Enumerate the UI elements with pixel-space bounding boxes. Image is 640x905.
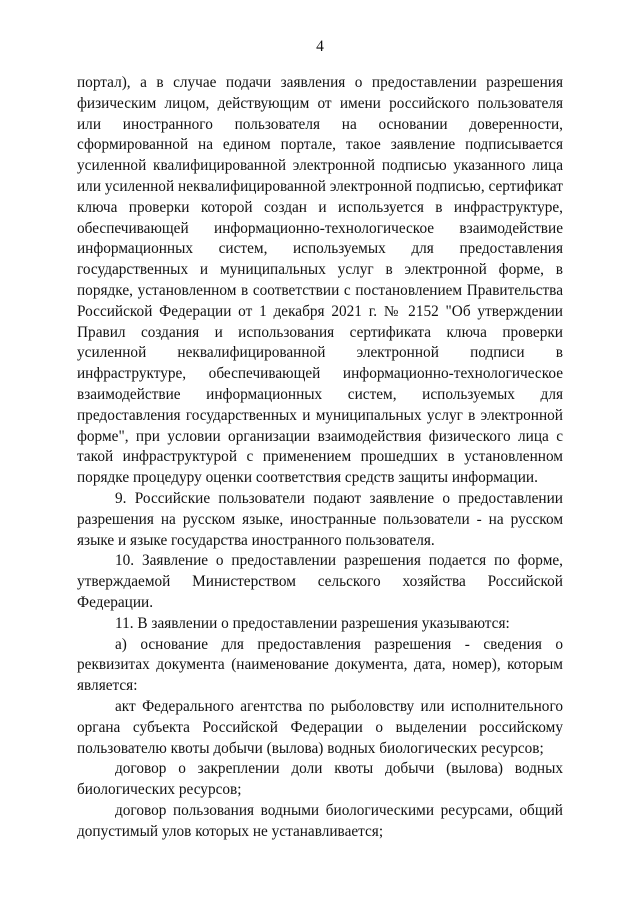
paragraph-continuation: портал), а в случае подачи заявления о предоставлении разрешения физическим лицом, действующим от имени российского пользователя или иностранного пользователя на основании доверенности, сформированной на едином портале, такое заявление подписывается усиленной квалифицированной электронной подписью указанного лица или усиленной неквалифицированной электронной подписью, сертификат ключа проверки которой создан и используется в инфраструктуре, обеспечивающей информационно-технологическое взаимодействие информационных систем, используемых для предоставления государственных и муниципальных услуг в электронной форме, в порядке, установленном в соответствии с постановлением Правительства Российской Федерации от 1 декабря 2021 г. № 2152 "Об утверждении Правил создания и использования сертификата ключа проверки усиленной неквалифицированной электронной подписи в инфраструктуре, обеспечивающей информационно-технологическое взаимодействие информационных систем, используемых для предоставления государственных и муниципальных услуг в электронной форме", при условии организации взаимодействия физического лица с такой инфраструктурой с применением прошедших в установленном порядке процедуру оценки соответствия средств защиты информации. — [77, 74, 563, 487]
paragraph-item-10: 10. Заявление о предоставлении разрешения подается по форме, утверждаемой Министерством сельского хозяйства Российской Федерации. — [77, 552, 563, 611]
paragraph-item-9: 9. Российские пользователи подают заявление о предоставлении разрешения на русском языке, иностранные пользователи - на русском языке и языке государства иностранного пользователя. — [77, 489, 563, 549]
paragraph-list-entry: акт Федерального агентства по рыболовству или исполнительного органа субъекта Российской Федерации о выделении российскому пользователю квоты добычи (вылова) водных биологических ресурсов; — [77, 697, 563, 757]
paragraph-list-entry: договор пользования водными биологическими ресурсами, общий допустимый улов которых не устанавливается; — [77, 801, 563, 840]
paragraph-item-11: 11. В заявлении о предоставлении разрешения указываются: — [115, 614, 510, 632]
page-number: 4 — [316, 38, 324, 55]
paragraph-list-entry: договор о закреплении доли квоты добычи (вылова) водных биологических ресурсов; — [77, 760, 563, 799]
paragraph-subitem-a: а) основание для предоставления разрешения - сведения о реквизитах документа (наименование документа, дата, номер), которым является: — [77, 635, 563, 695]
document-body — [77, 73, 563, 842]
